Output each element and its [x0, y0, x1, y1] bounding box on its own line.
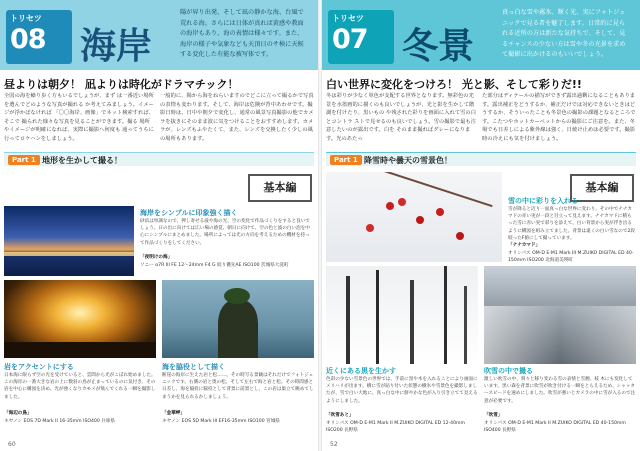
right-caption2-meta-title: 「吹雪あと」 — [326, 413, 354, 418]
left-caption2-meta-title: 「海辺の鳥」 — [4, 411, 32, 416]
left-chapter-badge — [6, 10, 72, 64]
right-caption1-meta: オリンパス OM-D E-M1 Mark III M.ZUIKO DIGITAL ED 40-150mm ISO200 北海道美瑛町 — [508, 251, 634, 264]
right-caption1-meta-title: 「ナナカマド」 — [508, 243, 541, 248]
right-caption2-title: 近くにある黒を生かす — [326, 367, 396, 375]
right-badge-label: トリセツ — [332, 14, 364, 23]
right-photo-blizzard — [484, 266, 636, 364]
left-badge-label: トリセツ — [10, 14, 42, 23]
right-photo-snow-trees — [326, 266, 478, 364]
left-caption1-title: 海岸をシンプルに印象強く描く — [140, 209, 238, 217]
left-part-pill: Part 1 — [8, 155, 40, 165]
left-body-col2: 一般的に、陽から海をねらいますのでどこに立って撮るかで写真の表情も変わります。そして、海岸は危険が背中あわせです。撮影日時は、日中や朝夕で変化し、通常の風景写真撮影の他でカメラを抜きにそのまま波に気をつけることをおすすめします。カメラが、レンズもふやたくて、また、レンズを交換したく少しの風の場所もあります。 — [160, 93, 314, 142]
right-caption3-meta: オリンパス OM-D E-M1 Mark II M.ZUIKO DIGITAL ED 40-150mm ISO400 長野県 — [484, 421, 626, 434]
left-photo-rock-islet — [162, 280, 314, 358]
left-intro: 陽が昇り出発、そして凪の静かな海、台風で荒れる海。さらには日体が真れば黄感や教面の海岸もあり、海の表情は様々です。また、海岸の様子や気象なども天頂日のサ検に天候する変化した有能な被写体です。 — [180, 9, 304, 58]
right-intro: 真っ白な雪や霧氷、輝く光、実にフォトジェニックで見る者を魅了します。日常的に見られる近所の方は新たな気持ちで、そして、見るチャンスの少ない方は雪や冬の光景を求めて撮影に出かけるのもいいでしょう。 — [502, 9, 626, 58]
right-caption3-title: 吹雪の中で撮る — [484, 367, 533, 375]
left-part-bar — [4, 152, 314, 166]
left-caption3-meta: キヤノン EOS 5D Mark III EF16-35mm ISO100 宮城県 — [162, 419, 280, 424]
right-caption3-meta-title: 「吹雪」 — [484, 413, 503, 418]
right-part-bar — [326, 152, 636, 166]
right-chapter-title: 冬景 — [402, 25, 475, 67]
left-chapter-title: 海岸 — [80, 25, 153, 67]
left-part-title: 地形を生かして撮る！ — [42, 156, 122, 165]
right-kihon-label: 基本編 — [570, 174, 634, 202]
left-caption2-title: 岩をアクセントにする — [4, 363, 74, 371]
left-caption1-meta-title: 「夜明けの海」 — [140, 255, 173, 260]
left-caption3-title: 海を脇役として描く — [162, 363, 225, 371]
left-page-number: 60 — [8, 441, 16, 448]
right-caption1-body: 雪が降ると辺り一面真っ白な世界に変わり、その中でナナカマドの赤い実が一段と目立って見えます。ナナカマドに積もった雪に赤い実で彩りを添えて、白い背景から実が浮き出るように構図を組み立てました。背景は遠くの白い雪なので2段絞ったF値にして撮っています。 — [508, 207, 635, 240]
left-body-col1: 全国の海を繰り歩く方もいるでしょうが、まず は一番近い場所を選んでどのような写真が撮れる か考えてみましょう。イメージが浮かばなければ 「〇〇海岸、画像」でネット検索すれば、そこで 撮られた様々な写真を見ることができます。撮る 場所やイメージが明確になれば、実際に撮影へ何度も 通ってうちに行ってロケハンをしましょう。 — [4, 93, 154, 142]
left-photo-sunrise-sea — [4, 206, 134, 276]
right-caption3-body: 激しい吹雪の中、刻々と移り変わる雪の表情と雪煙、枝 木にも変化しています。黒い森を背景に吹雪が吹き付ける一瞬をとらえるため、シャッタースピードを速めにしました。吹雪が強いとカメラの中に雪が入るので注意が必要です。 — [484, 377, 636, 404]
right-page — [322, 0, 640, 451]
right-heading: 白い世界に変化をつけろ！ 光と影、そして彩りだ!! — [326, 78, 582, 91]
left-caption1-meta: ソニー α7R III FE 12〜24mm F4 G 絞り優先AE ISO100 茨城県大洗町 — [140, 263, 289, 268]
right-part-title: 降雪時や曇天の雪景色！ — [364, 156, 452, 165]
left-badge-number: 08 — [10, 24, 46, 55]
right-body-col1: 冬は彩りが少なく単色が支配する世界となります。無彩色の光景を水墨画的に描くのも良いでしょうが、光と影を生かして階調を付けたり、黒いもの や残された彩りを画面に入れて雪の白とコントラ ストで見せるのも良いでしょう。雪の撮影で最も注意したいのが露出です。白を そのまま撮ればグレーになります。光のあたっ — [326, 93, 476, 142]
right-part-pill: Part 1 — [330, 155, 362, 165]
right-photo-rowan-berries — [326, 172, 502, 262]
left-caption2-body: 日本海に限らず空の光を受けていると、雲間から光がこぼれ始めました。この海岸の一番大きな岩の上に数羽の鳥が止まっているのに気付き、その岩を中心に構図を決め、光が強くなりカモメが飛んでくれる一瞬を撮影しました。 — [4, 373, 156, 400]
right-caption2-meta: オリンパス OM-D E-M1 Mark II M.ZUIKO DIGITAL ED 12-40mm ISO200 長野県 — [326, 421, 465, 434]
left-caption2-meta: キヤノン EOS 7D Mark II 16-35mm ISO400 兵庫県 — [4, 419, 115, 424]
left-caption3-body: 断崖の海岸に生えた岩と松……。その時写る景観はそれだけでフォトジェニックです。右側の岩と奥の松、そして左右で海と岩と松。その時間感と日差し、海を脇役に脇役として背景に前景とし、この岩は巣立て眺めてしまうかを見られるかしましょう。 — [162, 373, 314, 400]
right-caption2-body: 色彩の少ない雪景色の世界では、手前に黒や木を入れることにより画面にメリハリが出ます。樹に雪が貼り付いた状態の樹氷や雪景色を撮影しましたが、雪で白い大地に、真っ白な中に鮮やかな色が入り引き立てて見えるようにしました。 — [326, 377, 478, 404]
right-chapter-badge — [328, 10, 394, 64]
right-page-number: 52 — [330, 441, 338, 448]
right-badge-number: 07 — [332, 24, 368, 55]
left-page — [0, 0, 318, 451]
left-caption3-meta-title: 「金華岬」 — [162, 411, 185, 416]
left-kihon-label: 基本編 — [248, 174, 312, 202]
left-photo-golden-rays — [4, 280, 156, 358]
left-caption1-body: 砂浜は単調なので、押し寄せる波や海の光、空の変化で作品づくりをすると良いでしょう。日の出に向けては広い場の感覚、朝日に向けて、空の色と波の白い泡を中心にシンプルにまとめました。場所によっては光の方向を考えるための機材を持って作品づくりをしてください。 — [140, 219, 310, 246]
right-body-col2: た部分はディテールの描写ができず露出過剰になることもあります。露出補正をどうするか、補正だけでは対応できないときはどうするか、そういったことも冬景色の撮影の課題となるところです。こたつやホットカーペットからの撮影にご注意を。また、冬場でも日差しによる紫外線は強く、日焼け止めは必要です。撮影時の冷えにも気を付けましょう。 — [482, 93, 636, 142]
right-caption1-title: 雪の中に彩りを入れる — [508, 197, 578, 205]
left-heading: 昼よりは朝夕！ 凪よりは時化がドラマチック！ — [4, 78, 239, 91]
